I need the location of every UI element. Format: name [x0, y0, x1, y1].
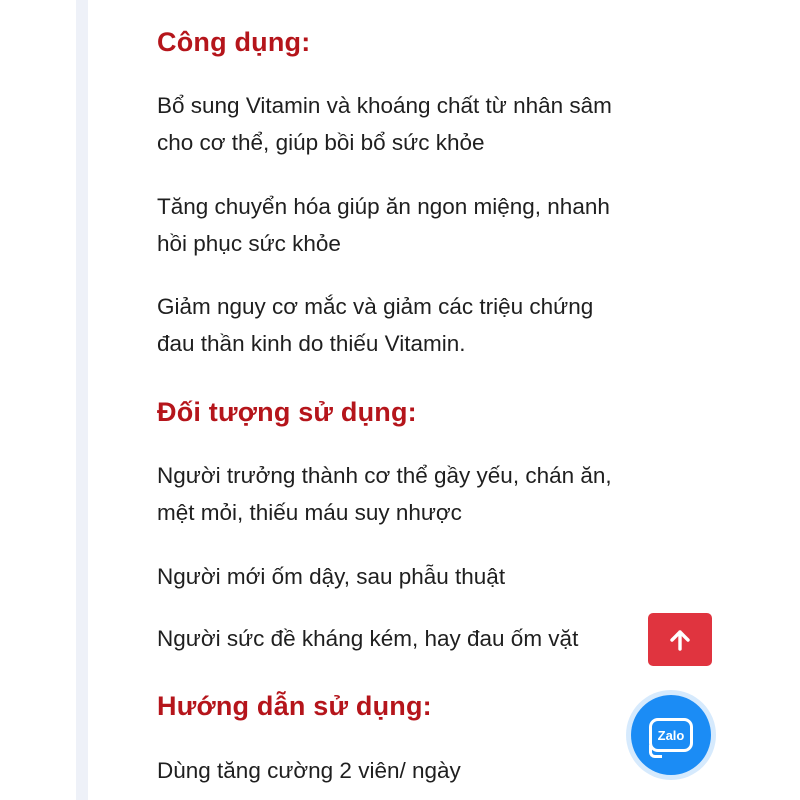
text-line: đau thần kinh do thiếu Vitamin.: [157, 331, 466, 356]
text-line: cho cơ thể, giúp bồi bổ sức khỏe: [157, 130, 485, 155]
text-line: hồi phục sức khỏe: [157, 231, 341, 256]
instructions-paragraph-1: [157, 752, 687, 789]
zalo-chat-button[interactable]: [631, 695, 711, 775]
uses-paragraph-1: [157, 87, 687, 161]
target-paragraph-3: [157, 620, 687, 657]
text-line: Người trưởng thành cơ thể gầy yếu, chán ăn,: [157, 463, 612, 488]
target-paragraph-2: [157, 558, 687, 595]
section-heading-uses: Công dụng:: [157, 27, 311, 57]
section-heading-instructions: Hướng dẫn sử dụng:: [157, 691, 432, 721]
zalo-icon: [649, 718, 693, 752]
section-heading-target-users: Đối tượng sử dụng:: [157, 397, 417, 427]
text-line: Bổ sung Vitamin và khoáng chất từ nhân sâm: [157, 93, 612, 118]
text-line: Giảm nguy cơ mắc và giảm các triệu chứng: [157, 294, 594, 319]
text-line: mệt mỏi, thiếu máu suy nhược: [157, 500, 462, 525]
scroll-to-top-button[interactable]: [648, 613, 712, 666]
zalo-label: Zalo: [657, 727, 685, 743]
left-rail: [76, 0, 88, 800]
arrow-up-icon: [669, 629, 691, 651]
text-line: Dùng tăng cường 2 viên/ ngày: [157, 758, 461, 783]
target-paragraph-1: [157, 457, 687, 531]
right-margin: [712, 0, 800, 800]
text-line: Người sức đề kháng kém, hay đau ốm vặt: [157, 626, 579, 651]
uses-paragraph-2: [157, 188, 687, 262]
text-line: Người mới ốm dậy, sau phẫu thuật: [157, 564, 506, 589]
uses-paragraph-3: [157, 288, 687, 362]
text-line: Tăng chuyển hóa giúp ăn ngon miệng, nhanh: [157, 194, 610, 219]
